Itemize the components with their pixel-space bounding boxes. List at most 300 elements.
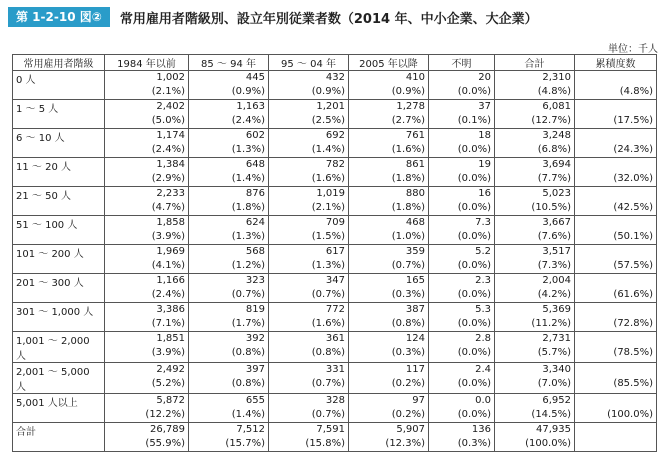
table-cell [429,423,495,452]
table-cell [189,158,269,187]
table-row [13,245,657,274]
cell-value: 1,002 [156,72,185,83]
cell-value: 5.3 [475,304,491,315]
cell-value: 709 [325,217,345,228]
cumulative-value: (32.0%) [613,173,653,184]
cumulative-spacer [578,129,653,143]
table-cell [495,216,575,245]
cell-percent: (2.7%) [391,115,425,126]
cell-value: 5,872 [156,395,185,406]
table-cell [495,363,575,394]
cell-value: 1,851 [156,333,185,344]
cell-percent: (12.7%) [531,115,571,126]
row-label: 101 ～ 200 人 [13,245,105,274]
table-row [13,332,657,363]
cumulative-spacer [578,187,653,201]
cell-value: 6,081 [542,101,571,112]
table-cell [429,71,495,100]
table-cell [349,216,429,245]
cell-value: 876 [245,188,265,199]
table-cell [189,245,269,274]
table-cell [429,216,495,245]
table-cell [495,423,575,452]
table-row [13,394,657,423]
cumulative-spacer [578,245,653,259]
cell-percent: (0.0%) [457,260,491,271]
table-cell [269,129,349,158]
cell-value: 624 [245,217,265,228]
cell-percent: (0.3%) [391,347,425,358]
table-cell [495,332,575,363]
cumulative-value: (50.1%) [613,231,653,242]
table-cell [105,332,189,363]
cell-value: 445 [245,72,265,83]
table-cell [105,423,189,452]
cell-percent: (1.2%) [231,260,265,271]
table-cell [349,245,429,274]
cell-percent: (0.9%) [391,86,425,97]
cell-value: 3,248 [542,130,571,141]
cell-percent: (2.9%) [151,173,185,184]
cell-percent: (1.7%) [231,318,265,329]
column-header: 累積度数 [575,55,657,71]
table-row [13,187,657,216]
cell-percent: (2.4%) [231,115,265,126]
cell-percent: (1.4%) [311,144,345,155]
column-header: 1984 年以前 [105,55,189,71]
cell-percent: (7.0%) [537,378,571,389]
cell-percent: (0.2%) [391,378,425,389]
table-cell [269,158,349,187]
cell-percent: (1.5%) [311,231,345,242]
table-cell [105,100,189,129]
cell-percent: (1.0%) [391,231,425,242]
cell-value: 20 [478,72,491,83]
cell-value: 19 [478,159,491,170]
table-cell [105,71,189,100]
figure-label: 第 1-2-10 図② [8,7,110,27]
cell-value: 7,591 [316,424,345,435]
cell-value: 18 [478,130,491,141]
cell-value: 6,952 [542,395,571,406]
table-cell [105,303,189,332]
column-header: 合計 [495,55,575,71]
table-cell [105,158,189,187]
cell-value: 2,004 [542,275,571,286]
table-cell [495,245,575,274]
table-cell [189,394,269,423]
cell-percent: (5.2%) [151,378,185,389]
table-cell [349,423,429,452]
cell-value: 359 [405,246,425,257]
cell-value: 392 [245,333,265,344]
cell-value: 1,858 [156,217,185,228]
cumulative-spacer [578,394,653,408]
cell-percent: (0.8%) [391,318,425,329]
table-cell [269,332,349,363]
cumulative-spacer [578,158,653,172]
cumulative-value: (100.0%) [607,409,653,420]
cell-value: 2,310 [542,72,571,83]
cumulative-cell [575,363,657,394]
cell-percent: (0.8%) [231,378,265,389]
cell-percent: (4.1%) [151,260,185,271]
table-cell [189,216,269,245]
table-cell [349,187,429,216]
column-header: 常用雇用者階級 [13,55,105,71]
cell-percent: (0.0%) [457,86,491,97]
cell-value: 761 [405,130,425,141]
cell-percent: (0.3%) [391,289,425,300]
cell-value: 136 [471,424,491,435]
cell-percent: (15.7%) [225,438,265,449]
cumulative-value: (72.8%) [613,318,653,329]
cell-value: 165 [405,275,425,286]
cell-percent: (7.6%) [537,231,571,242]
cell-percent: (7.1%) [151,318,185,329]
table-cell [189,71,269,100]
cell-percent: (0.7%) [311,378,345,389]
cell-percent: (2.4%) [151,289,185,300]
cell-value: 323 [245,275,265,286]
cell-percent: (7.7%) [537,173,571,184]
table-cell [349,129,429,158]
cell-percent: (1.3%) [231,144,265,155]
table-cell [269,216,349,245]
table-cell [269,187,349,216]
cell-value: 1,166 [156,275,185,286]
table-cell [105,129,189,158]
cell-percent: (4.8%) [537,86,571,97]
cell-value: 387 [405,304,425,315]
cell-value: 1,969 [156,246,185,257]
cell-value: 819 [245,304,265,315]
cell-value: 26,789 [150,424,185,435]
cell-value: 347 [325,275,345,286]
cell-value: 2.4 [475,364,491,375]
cell-percent: (0.0%) [457,231,491,242]
table-cell [429,100,495,129]
row-label: 201 ～ 300 人 [13,274,105,303]
cell-value: 617 [325,246,345,257]
table-cell [495,129,575,158]
cell-percent: (1.8%) [231,202,265,213]
cell-value: 2.3 [475,275,491,286]
table-cell [269,303,349,332]
cell-percent: (0.9%) [231,86,265,97]
table-cell [495,274,575,303]
cell-percent: (10.5%) [531,202,571,213]
row-label: 6 ～ 10 人 [13,129,105,158]
row-label: 2,001 ～ 5,000 人 [13,363,105,394]
cell-percent: (1.8%) [391,202,425,213]
cell-percent: (0.7%) [231,289,265,300]
cell-percent: (0.7%) [311,289,345,300]
cell-percent: (4.2%) [537,289,571,300]
cumulative-value: (57.5%) [613,260,653,271]
row-label: 0 人 [13,71,105,100]
cell-value: 1,278 [396,101,425,112]
cumulative-cell [575,303,657,332]
cumulative-spacer [578,216,653,230]
table-cell [105,394,189,423]
table-cell [349,274,429,303]
table-cell [269,245,349,274]
cell-percent: (12.3%) [385,438,425,449]
cell-percent: (4.7%) [151,202,185,213]
employees-table [12,54,657,452]
cell-value: 5,907 [396,424,425,435]
cell-value: 3,667 [542,217,571,228]
cell-percent: (0.0%) [457,318,491,329]
cell-percent: (100.0%) [525,438,571,449]
cell-percent: (2.4%) [151,144,185,155]
cumulative-value: (85.5%) [613,378,653,389]
cell-value: 47,935 [536,424,571,435]
cell-percent: (0.0%) [457,347,491,358]
cell-value: 3,340 [542,364,571,375]
table-cell [495,71,575,100]
table-cell [189,129,269,158]
cell-percent: (0.8%) [231,347,265,358]
cell-value: 2,233 [156,188,185,199]
figure-header [8,6,538,28]
row-label: 301 ～ 1,000 人 [13,303,105,332]
cell-value: 432 [325,72,345,83]
cell-value: 3,386 [156,304,185,315]
cumulative-cell [575,423,657,452]
table-row [13,129,657,158]
cell-percent: (15.8%) [305,438,345,449]
cell-percent: (0.9%) [311,86,345,97]
cumulative-cell [575,216,657,245]
cumulative-cell [575,394,657,423]
table-cell [495,100,575,129]
cumulative-value: (24.3%) [613,144,653,155]
cell-percent: (1.6%) [311,173,345,184]
cumulative-value [578,437,653,451]
cell-percent: (2.1%) [151,86,185,97]
cell-percent: (5.0%) [151,115,185,126]
cell-value: 7.3 [475,217,491,228]
cumulative-value: (4.8%) [619,86,653,97]
figure-title: 常用雇用者階級別、設立年別従業者数（2014 年、中小企業、大企業） [119,11,538,27]
table-body [13,71,657,452]
table-cell [349,394,429,423]
table-row [13,71,657,100]
unit-label: 単位：千人 [608,44,658,55]
cell-percent: (12.2%) [145,409,185,420]
cell-percent: (55.9%) [145,438,185,449]
table-cell [269,100,349,129]
table-cell [429,332,495,363]
table-cell [269,274,349,303]
cell-percent: (0.0%) [457,144,491,155]
cumulative-cell [575,158,657,187]
cell-value: 568 [245,246,265,257]
table-cell [189,187,269,216]
cell-percent: (0.1%) [457,115,491,126]
cell-value: 397 [245,364,265,375]
cell-percent: (0.0%) [457,378,491,389]
table-cell [189,274,269,303]
cell-percent: (2.1%) [311,202,345,213]
cell-value: 1,019 [316,188,345,199]
cell-value: 5,023 [542,188,571,199]
cumulative-cell [575,129,657,158]
cumulative-spacer [578,303,653,317]
table-cell [349,303,429,332]
column-header: 不明 [429,55,495,71]
table-cell [105,245,189,274]
table-cell [105,274,189,303]
cell-value: 16 [478,188,491,199]
cell-percent: (3.9%) [151,231,185,242]
cell-value: 5,369 [542,304,571,315]
cell-value: 328 [325,395,345,406]
cumulative-value: (78.5%) [613,347,653,358]
table-cell [189,332,269,363]
cell-value: 97 [412,395,425,406]
cumulative-spacer [578,363,653,377]
cell-value: 3,694 [542,159,571,170]
cell-percent: (3.9%) [151,347,185,358]
cell-percent: (0.7%) [391,260,425,271]
cell-value: 861 [405,159,425,170]
cell-value: 772 [325,304,345,315]
cell-value: 3,517 [542,246,571,257]
table-cell [349,100,429,129]
cell-value: 648 [245,159,265,170]
table-row [13,274,657,303]
cumulative-spacer [578,100,653,114]
cell-value: 602 [245,130,265,141]
cell-value: 468 [405,217,425,228]
cell-percent: (6.8%) [537,144,571,155]
cell-percent: (0.0%) [457,202,491,213]
table-cell [349,158,429,187]
column-header: 85 ～ 94 年 [189,55,269,71]
cell-value: 5.2 [475,246,491,257]
cumulative-cell [575,245,657,274]
table-cell [495,394,575,423]
cell-value: 1,384 [156,159,185,170]
cumulative-cell [575,71,657,100]
table-cell [429,129,495,158]
cell-percent: (14.5%) [531,409,571,420]
table-cell [105,216,189,245]
table-cell [189,100,269,129]
table-row [13,216,657,245]
cell-value: 1,201 [316,101,345,112]
table-cell [429,245,495,274]
cumulative-spacer [578,71,653,85]
table-cell [429,394,495,423]
table-cell [105,363,189,394]
cumulative-spacer [578,274,653,288]
cell-value: 2,492 [156,364,185,375]
table-cell [429,303,495,332]
cumulative-cell [575,100,657,129]
cell-percent: (1.6%) [391,144,425,155]
cell-value: 361 [325,333,345,344]
row-label: 5,001 人以上 [13,394,105,423]
table-cell [269,423,349,452]
cell-value: 880 [405,188,425,199]
table-row [13,423,657,452]
cell-percent: (0.3%) [457,438,491,449]
row-label: 11 ～ 20 人 [13,158,105,187]
table-row [13,100,657,129]
cell-value: 124 [405,333,425,344]
cell-value: 410 [405,72,425,83]
table-cell [429,363,495,394]
table-row [13,303,657,332]
row-label: 51 ～ 100 人 [13,216,105,245]
cell-percent: (1.3%) [231,231,265,242]
cell-value: 692 [325,130,345,141]
table-cell [349,332,429,363]
cell-percent: (0.7%) [311,409,345,420]
cell-percent: (0.2%) [391,409,425,420]
cell-value: 1,174 [156,130,185,141]
cell-percent: (2.5%) [311,115,345,126]
table-cell [495,303,575,332]
table-cell [189,363,269,394]
cumulative-value: (42.5%) [613,202,653,213]
cumulative-spacer [578,423,653,437]
cumulative-value: (17.5%) [613,115,653,126]
cell-value: 331 [325,364,345,375]
cell-percent: (1.6%) [311,318,345,329]
table-cell [495,187,575,216]
table-cell [429,158,495,187]
row-label: 1,001 ～ 2,000 人 [13,332,105,363]
cell-percent: (11.2%) [531,318,571,329]
table-cell [349,363,429,394]
row-label: 21 ～ 50 人 [13,187,105,216]
column-header: 95 ～ 04 年 [269,55,349,71]
table-cell [189,303,269,332]
cell-percent: (0.0%) [457,409,491,420]
row-label: 合計 [13,423,105,452]
table-cell [429,274,495,303]
cell-value: 117 [405,364,425,375]
cell-percent: (1.3%) [311,260,345,271]
cell-value: 655 [245,395,265,406]
cell-value: 7,512 [236,424,265,435]
cell-value: 37 [478,101,491,112]
table-cell [349,71,429,100]
table-cell [105,187,189,216]
table-row [13,363,657,394]
cell-percent: (0.0%) [457,173,491,184]
table-cell [269,71,349,100]
cell-value: 2,731 [542,333,571,344]
cumulative-spacer [578,332,653,346]
cumulative-value: (61.6%) [613,289,653,300]
cell-percent: (5.7%) [537,347,571,358]
table-header-row [13,55,657,71]
table-cell [495,158,575,187]
cell-value: 2.8 [475,333,491,344]
column-header: 2005 年以降 [349,55,429,71]
cell-percent: (7.3%) [537,260,571,271]
cell-value: 1,163 [236,101,265,112]
table-row [13,158,657,187]
cell-percent: (1.4%) [231,173,265,184]
table-cell [269,394,349,423]
